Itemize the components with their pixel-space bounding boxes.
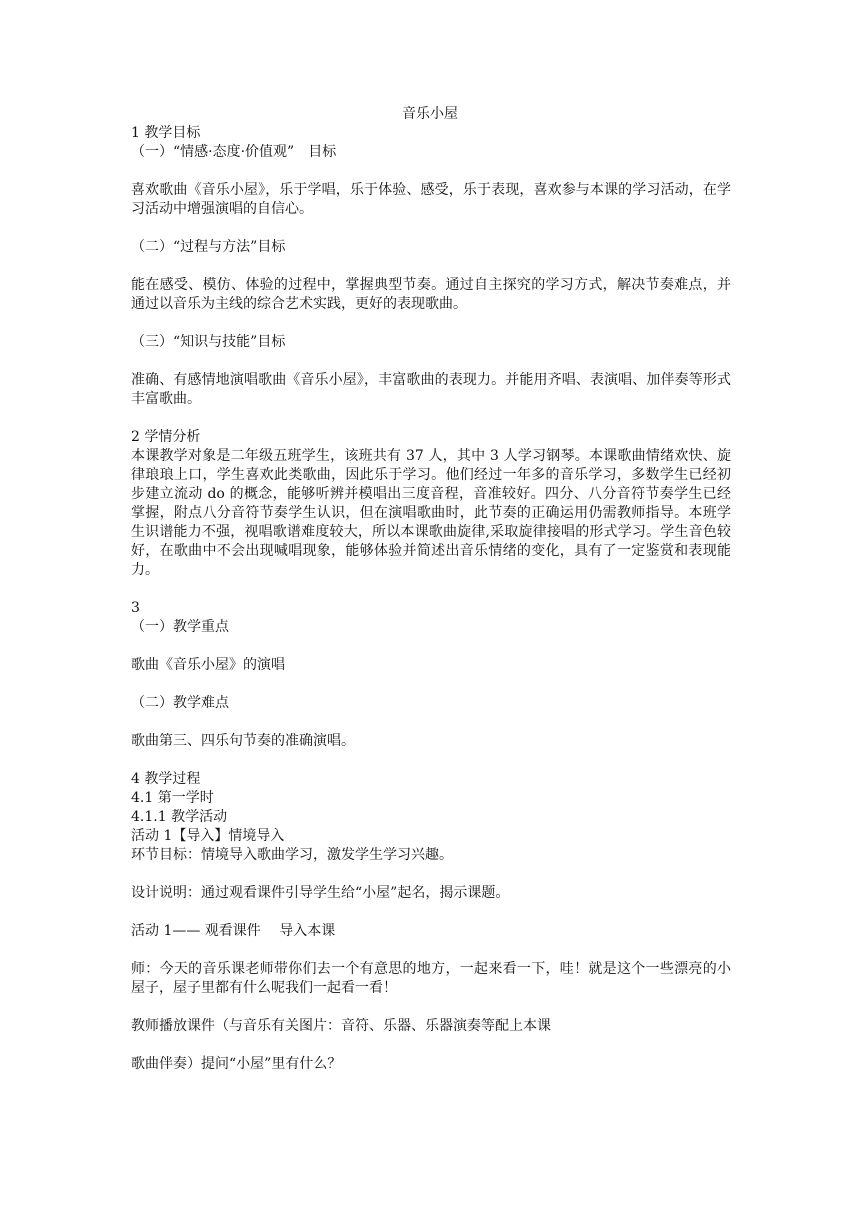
section-heading: 3 bbox=[131, 600, 140, 616]
paragraph: 准确、有感情地演唱歌曲《音乐小屋》，丰富歌曲的表现力。并能用齐唱、表演唱、加伴奏等形式丰富歌曲。 bbox=[131, 372, 731, 407]
activity-heading: 活动 1【导入】情境导入 bbox=[131, 828, 285, 844]
section-heading: 2 学情分析 bbox=[131, 429, 201, 445]
subsection-heading: （一）“情感·态度·价值观” 目标 bbox=[131, 144, 337, 160]
paragraph: 歌曲《音乐小屋》的演唱 bbox=[131, 657, 285, 673]
section-heading: 1 教学目标 bbox=[131, 125, 201, 141]
subsection-heading: 4.1 第一学时 bbox=[131, 790, 214, 806]
subsection-heading: （二）“过程与方法”目标 bbox=[131, 239, 286, 255]
paragraph: 教师播放课件（与音乐有关图片：音符、乐器、乐器演奏等配上本课 bbox=[131, 1018, 551, 1034]
activity-heading: 活动 1—— 观看课件 导入本课 bbox=[131, 923, 336, 939]
paragraph: 歌曲伴奏）提问“小屋”里有什么？ bbox=[131, 1056, 342, 1072]
subsection-heading: （三）“知识与技能”目标 bbox=[131, 334, 286, 350]
subsection-heading: 4.1.1 教学活动 bbox=[131, 809, 228, 825]
document-body bbox=[131, 124, 731, 1074]
paragraph: 喜欢歌曲《音乐小屋》，乐于学唱，乐于体验、感受，乐于表现，喜欢参与本课的学习活动，在学习活动中增强演唱的自信心。 bbox=[131, 182, 731, 217]
section-heading: 4 教学过程 bbox=[131, 771, 201, 787]
document-title: 音乐小屋 bbox=[402, 106, 458, 122]
paragraph: 能在感受、模仿、体验的过程中，掌握典型节奏。通过自主探究的学习方式，解决节奏难点，并通过以音乐为主线的综合艺术实践，更好的表现歌曲。 bbox=[131, 277, 731, 312]
paragraph: 设计说明：通过观看课件引导学生给“小屋”起名，揭示课题。 bbox=[131, 885, 510, 901]
paragraph: 师：今天的音乐课老师带你们去一个有意思的地方，一起来看一下，哇！就是这个一些漂亮的小屋子，屋子里都有什么呢我们一起看一看！ bbox=[131, 961, 731, 996]
paragraph: 本课教学对象是二年级五班学生，该班共有 37 人，其中 3 人学习钢琴。本课歌曲情绪欢快、旋律琅琅上口，学生喜欢此类歌曲，因此乐于学习。他们经过一年多的音乐学习，多数学生已经初步建立流动 do 的概念，能够听辨并模唱出三度音程，音准较好。四分、八分音符节奏学生已经掌握，附点八分音符节奏学生认识，但在演唱歌曲时，此节奏的正确运用仍需教师指导。本班学生识谱能力不强，视唱歌谱难度较大，所以本课歌曲旋律,采取旋律接唱的形式学习。学生音色较好，在歌曲中不会出现喊唱现象，能够体验并简述出音乐情绪的变化，具有了一定鉴赏和表现能力。 bbox=[131, 448, 731, 578]
subsection-heading: （二）教学难点 bbox=[131, 695, 229, 711]
paragraph: 环节目标：情境导入歌曲学习，激发学生学习兴趣。 bbox=[131, 847, 453, 863]
subsection-heading: （一）教学重点 bbox=[131, 619, 229, 635]
paragraph: 歌曲第三、四乐句节奏的准确演唱。 bbox=[131, 733, 355, 749]
